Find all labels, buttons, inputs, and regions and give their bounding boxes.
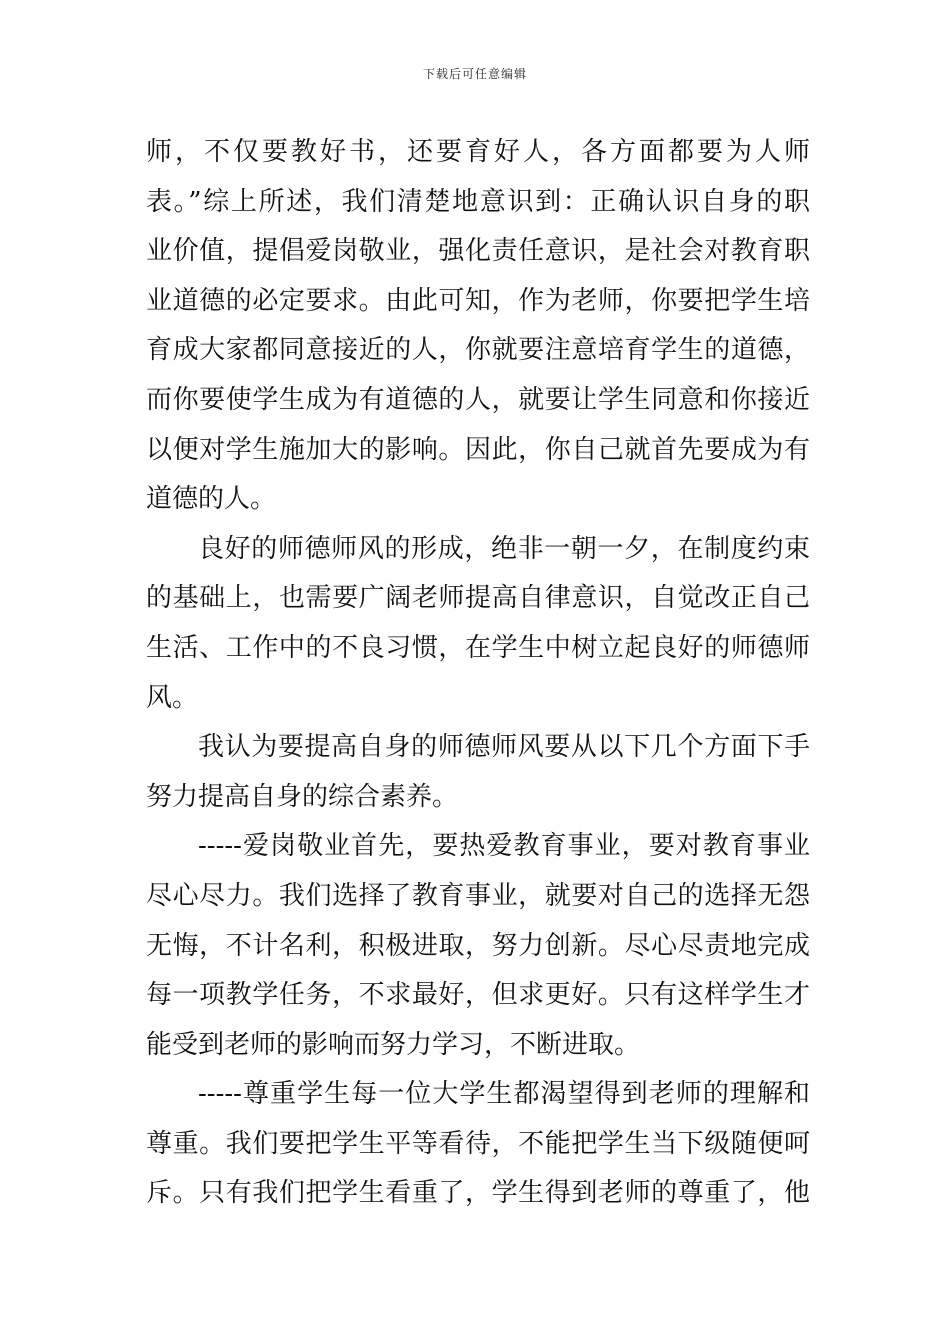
body-text — [146, 128, 810, 1219]
text-line: 表。”综上所述，我们清楚地意识到：正确认识自身的职 — [146, 186, 810, 217]
page-header-note: 下载后可任意编辑 — [422, 67, 527, 81]
text-line: 无悔，不计名利，积极进取，努力创新。尽心尽责地完成 — [146, 930, 810, 961]
text-line: 生活、工作中的不良习惯，在学生中树立起良好的师德师 — [146, 632, 810, 663]
text-line: 业价值，提倡爱岗敬业，强化责任意识，是社会对教育职 — [146, 236, 810, 267]
paragraph-first-line: -----爱岗敬业首先，要热爱教育事业，要对教育事业 — [198, 831, 810, 862]
text-line: 而你要使学生成为有道德的人，就要让学生同意和你接近 — [146, 384, 810, 415]
text-line: 的基础上，也需要广阔老师提高自律意识，自觉改正自己 — [146, 583, 810, 614]
paragraph-first-line: -----尊重学生每一位大学生都渴望得到老师的理解和 — [198, 1079, 810, 1110]
text-line: 以便对学生施加大的影响。因此，你自己就首先要成为有 — [146, 434, 810, 465]
text-line: 道德的人。 — [146, 484, 277, 515]
text-line: 每一项教学任务，不求最好，但求更好。只有这样学生才 — [146, 980, 810, 1011]
text-line: 尊重。我们要把学生平等看待，不能把学生当下级随便呵 — [146, 1128, 810, 1159]
text-line: 师，不仅要教好书，还要育好人，各方面都要为人师 — [146, 137, 810, 167]
text-line: 努力提高自身的综合素养。 — [146, 781, 459, 812]
paragraph-first-line: 我认为要提高自身的师德师风要从以下几个方面下手 — [198, 732, 810, 763]
paragraph-first-line: 良好的师德师风的形成，绝非一朝一夕，在制度约束 — [198, 533, 810, 564]
text-line: 斥。只有我们把学生看重了，学生得到老师的尊重了，他 — [146, 1178, 810, 1209]
text-line: 风。 — [146, 682, 199, 713]
text-line: 育成大家都同意接近的人，你就要注意培育学生的道德， — [146, 335, 810, 366]
text-line: 尽心尽力。我们选择了教育事业，就要对自己的选择无怨 — [146, 880, 810, 911]
text-line: 业道德的必定要求。由此可知，作为老师，你要把学生培 — [146, 285, 810, 316]
text-line: 能受到老师的影响而努力学习，不断进取。 — [146, 1029, 641, 1060]
